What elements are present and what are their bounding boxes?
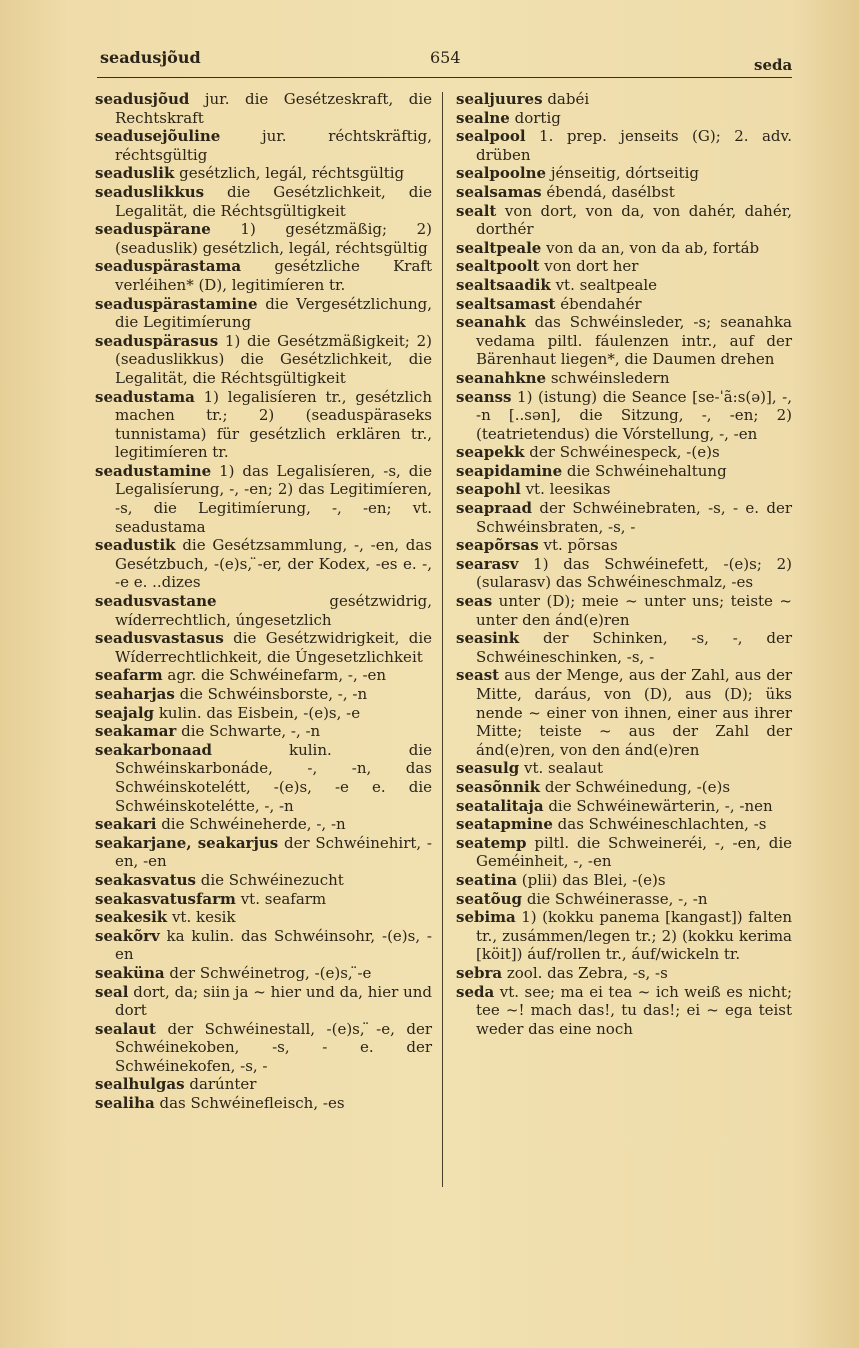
entry-definition: der Schwéinetrog, -(e)s, ̈-e: [164, 963, 372, 982]
entry-headword: seadustamine: [95, 461, 212, 480]
entry-definition: jur. réchtskräftig, réchtsgültig: [115, 127, 432, 164]
dictionary-entry: [456, 629, 792, 666]
entry-definition: ka kulin. das Schwéinsohr, -(e)s, -en: [115, 926, 432, 964]
entry-headword: seapõrsas: [456, 536, 539, 555]
dictionary-entry: [456, 666, 792, 759]
header-left-guide-word: seadusjõud: [100, 48, 201, 67]
entry-definition: piltl. die Schweineréi, -, -en, die Geméinheit, -, -en: [476, 833, 792, 871]
page-number: 654: [430, 48, 461, 67]
entry-definition: die Schwéinsborste, -, -n: [174, 685, 368, 703]
dictionary-entry: [95, 257, 432, 294]
entry-headword: seasulg: [456, 759, 520, 778]
entry-definition: darúnter: [184, 1075, 257, 1094]
entry-definition: kulin. die Schwéinskarbonáde, -, -n, das Schwéinskotelétt, -(e)s, -e e. die Schwéinskotelétte, -, -n: [115, 740, 432, 815]
entry-headword: sealpoolne: [456, 164, 547, 183]
entry-headword: seakari: [95, 815, 157, 834]
dictionary-entry: [95, 592, 432, 629]
entry-headword: seaduslik: [95, 164, 175, 183]
dictionary-entry: [456, 480, 792, 499]
dictionary-entry: [95, 685, 432, 704]
entry-headword: seda: [456, 982, 495, 1001]
dictionary-entry: [456, 369, 792, 388]
entry-headword: seas: [456, 592, 493, 611]
entry-headword: sebra: [456, 963, 503, 982]
entry-definition: die Schwéinerasse, -, -n: [522, 889, 708, 908]
dictionary-entry: [456, 592, 792, 629]
dictionary-entry: [456, 183, 792, 202]
dictionary-entry: [95, 183, 432, 220]
entry-definition: die Schwéineherde, -, -n: [156, 815, 346, 834]
entry-headword: seaduslikkus: [95, 182, 205, 201]
entry-headword: seajalg: [95, 703, 155, 722]
entry-headword: seaharjas: [95, 685, 175, 703]
entry-definition: 1) (kokku panema [kangast]) falten tr., zusámmen/legen tr.; 2) (kokku kerima [köit]) áuf/rollen tr., áuf/wickeln tr.: [476, 908, 792, 964]
header-right-guide-word: seda: [754, 56, 793, 74]
entry-headword: seal: [95, 982, 129, 1001]
dictionary-entry: [95, 295, 432, 332]
dictionary-entry: [95, 964, 432, 983]
entry-headword: seanahk: [456, 313, 526, 332]
entry-headword: seaduspärastamine: [95, 294, 258, 313]
entry-definition: ébendá, dasélbst: [541, 182, 675, 201]
dictionary-entry: [95, 629, 432, 666]
dictionary-entry: [95, 890, 432, 909]
entry-definition: vt. sealtpeale: [550, 275, 658, 294]
entry-definition: der Schwéinehirt, -en, -en: [115, 833, 433, 871]
dictionary-entry: [95, 722, 432, 741]
dictionary-entry: [456, 890, 792, 909]
entry-definition: jénseitig, dórtseitig: [546, 164, 699, 183]
entry-definition: agr. die Schwéinefarm, -, -en: [162, 666, 387, 685]
dictionary-entry: [95, 462, 432, 536]
entry-definition: der Schwéinestall, -(e)s, ̈-e, der Schwéinekoben, -s, - e. der Schwéinekofen, -s, -: [115, 1019, 432, 1075]
entry-definition: vt. seafarm: [235, 889, 327, 908]
entry-definition: 1. prep. jenseits (G); 2. adv. drüben: [476, 127, 792, 164]
header-rule: [97, 77, 792, 78]
entry-headword: sealtpeale: [456, 238, 542, 257]
entry-definition: die Schwéinewärterin, -, -nen: [543, 796, 773, 815]
entry-headword: seakõrv: [95, 926, 160, 945]
entry-definition: 1) die Gesétzmäßigkeit; 2) (seaduslikkus) die Gesétzlichkeit, die Legalität, die Réchtsgültigkeit: [115, 331, 432, 387]
dictionary-entry: [95, 983, 432, 1020]
entry-definition: der Schwéinebraten, -s, - e. der Schwéinsbraten, -s, -: [476, 499, 792, 536]
dictionary-entry: [456, 499, 792, 536]
entry-definition: kulin. das Eisbein, -(e)s, -e: [154, 703, 361, 722]
entry-headword: sealpool: [456, 127, 526, 146]
dictionary-entry: [456, 313, 792, 369]
entry-headword: sealaut: [95, 1019, 156, 1038]
dictionary-entry: [456, 164, 792, 183]
entry-headword: seafarm: [95, 666, 163, 685]
entry-headword: seatemp: [456, 833, 527, 852]
dictionary-entry: [95, 220, 432, 257]
entry-definition: 1) (istung) die Seance [se-ˈã:s(ə)], -, -n [..sən], die Sitzung, -, -en; 2) (teatrietendus) die Vórstellung, -, -en: [476, 387, 792, 443]
entry-headword: sealne: [456, 108, 510, 127]
entry-headword: seatõug: [456, 889, 523, 908]
dictionary-entry: [95, 388, 432, 462]
dictionary-entry: [456, 964, 792, 983]
entry-definition: von dort her: [539, 257, 639, 276]
entry-definition: dabéi: [542, 90, 590, 108]
entry-headword: seadusvastasus: [95, 629, 224, 648]
dictionary-entry: [456, 908, 792, 964]
entry-definition: das Schwéineschlachten, -s: [552, 815, 767, 834]
entry-definition: aus der Menge, aus der Zahl, aus der Mitte, daráus, von (D), aus (D); üks nende ~ einer von ihnen, einer aus ihrer Mitte; teiste ~ aus der Zahl der ánd(e)ren, von den ánd(e)ren: [476, 666, 792, 759]
entry-headword: seast: [456, 666, 500, 685]
entry-definition: zool. das Zebra, -s, -s: [502, 963, 668, 982]
dictionary-entry: [456, 443, 792, 462]
dictionary-entry: [456, 109, 792, 128]
entry-definition: schwéinsledern: [546, 368, 670, 387]
entry-headword: seatalitaja: [456, 796, 544, 815]
dictionary-entry: [456, 462, 792, 481]
dictionary-entry: [456, 276, 792, 295]
entry-headword: seakamar: [95, 722, 177, 741]
entry-headword: seapekk: [456, 443, 525, 462]
dictionary-entry: [456, 759, 792, 778]
dictionary-entry: [95, 127, 432, 164]
left-column: [95, 90, 432, 1113]
right-column: [456, 90, 792, 1038]
entry-definition: vt. see; ma ei tea ~ ich weiß es nicht; tee ~! mach das!, tu das!; ei ~ ega teist weder das eine noch: [476, 982, 792, 1038]
entry-definition: jur. die Gesétzeskraft, die Rechtskraft: [115, 90, 432, 127]
entry-headword: seaduspärastama: [95, 257, 242, 276]
entry-headword: sebima: [456, 908, 516, 927]
dictionary-entry: [456, 815, 792, 834]
entry-headword: seadustik: [95, 536, 176, 555]
dictionary-entry: [95, 536, 432, 592]
dictionary-entry: [456, 797, 792, 816]
entry-definition: ébendahér: [555, 294, 642, 313]
entry-headword: seanahkne: [456, 368, 547, 387]
dictionary-entry: [456, 871, 792, 890]
entry-headword: seapidamine: [456, 461, 563, 480]
entry-headword: seakarjane, seakarjus: [95, 833, 279, 852]
dictionary-entry: [456, 555, 792, 592]
entry-headword: sealsamas: [456, 182, 542, 201]
entry-definition: 1) das Schwéinefett, -(e)s; 2) (sularasv) das Schwéineschmalz, -es: [476, 554, 792, 592]
dictionary-entry: [95, 815, 432, 834]
dictionary-entry: [95, 927, 432, 964]
entry-definition: 1) legalisíeren tr., gesétzlich machen tr.; 2) (seaduspäraseks tunnistama) für gesétzlich erklären tr., legitimíeren tr.: [115, 387, 432, 462]
entry-headword: seapohl: [456, 480, 521, 499]
dictionary-entry: [95, 704, 432, 723]
entry-headword: sealt: [456, 201, 497, 220]
entry-headword: sealtsamast: [456, 294, 556, 313]
dictionary-entry: [456, 834, 792, 871]
entry-headword: seadusvastane: [95, 592, 217, 611]
dictionary-entry: [95, 834, 432, 871]
dictionary-entry: [456, 239, 792, 258]
entry-headword: sealtsaadik: [456, 275, 551, 294]
dictionary-entry: [95, 90, 432, 127]
dictionary-entry: [95, 1094, 432, 1113]
entry-definition: dortig: [509, 108, 561, 127]
entry-headword: seanss: [456, 387, 512, 406]
dictionary-entry: [456, 778, 792, 797]
entry-headword: seatapmine: [456, 815, 553, 834]
entry-definition: dort, da; siin ja ~ hier und da, hier und dort: [115, 982, 432, 1020]
dictionary-entry: [456, 536, 792, 555]
column-divider: [442, 92, 443, 1187]
entry-headword: seadusejõuline: [95, 127, 221, 146]
entry-definition: gesétzliche Kraft verléihen* (D), legitimíeren tr.: [115, 257, 432, 294]
dictionary-entry: [456, 295, 792, 314]
entry-headword: seaduspärasus: [95, 331, 219, 350]
entry-definition: von da an, von da ab, fortáb: [541, 238, 760, 257]
dictionary-entry: [456, 983, 792, 1039]
entry-headword: seaküna: [95, 963, 165, 982]
entry-headword: sealjuures: [456, 90, 543, 108]
dictionary-entry: [95, 332, 432, 388]
dictionary-entry: [456, 127, 792, 164]
dictionary-entry: [456, 90, 792, 109]
entry-headword: seatina: [456, 870, 517, 889]
entry-headword: seakesik: [95, 908, 168, 927]
entry-headword: seakarbonaad: [95, 740, 213, 759]
entry-definition: gesétzlich, legál, réchtsgültig: [174, 164, 405, 183]
entry-headword: sealtpoolt: [456, 257, 540, 276]
dictionary-entry: [456, 388, 792, 444]
entry-definition: die Vergesétzlichung, die Legitimíerung: [115, 294, 432, 332]
dictionary-entry: [95, 164, 432, 183]
dictionary-entry: [95, 1075, 432, 1094]
entry-definition: von dort, von da, von dahér, dahér, dorthér: [476, 201, 792, 239]
dictionary-entry: [95, 871, 432, 890]
entry-definition: der Schwéinedung, -(e)s: [540, 777, 731, 796]
entry-definition: der Schinken, -s, -, der Schwéineschinken, -s, -: [476, 629, 792, 666]
entry-headword: sealiha: [95, 1094, 155, 1113]
entry-headword: seakasvatus: [95, 870, 196, 889]
dictionary-entry: [95, 1020, 432, 1076]
entry-headword: seapraad: [456, 499, 533, 518]
entry-definition: 1) das Legalisíeren, -s, die Legalisíerung, -, -en; 2) das Legitimíeren, -s, die Legitimíerung, -, -en; vt. seadustama: [115, 461, 432, 536]
entry-definition: vt. sealaut: [519, 759, 604, 778]
entry-definition: vt. kesik: [167, 908, 236, 927]
entry-headword: seasõnnik: [456, 777, 541, 796]
entry-definition: der Schwéinespeck, -(e)s: [524, 443, 720, 462]
entry-definition: das Schwéinefleisch, -es: [154, 1094, 345, 1113]
entry-definition: die Gesétzwidrigkeit, die Wíderrechtlichkeit, die Úngesetzlichkeit: [115, 629, 432, 666]
entry-headword: seasink: [456, 629, 520, 648]
entry-definition: die Schwéinehaltung: [562, 461, 727, 480]
entry-definition: vt. leesikas: [520, 480, 611, 499]
dictionary-entry: [456, 202, 792, 239]
entry-definition: die Gesétzlichkeit, die Legalität, die Réchtsgültigkeit: [115, 182, 432, 220]
entry-headword: seakasvatusfarm: [95, 889, 236, 908]
entry-headword: searasv: [456, 554, 519, 573]
entry-definition: die Schwéinezucht: [195, 870, 344, 889]
entry-definition: (plii) das Blei, -(e)s: [516, 870, 666, 889]
entry-definition: die Gesétzsammlung, -, -en, das Gesétzbuch, -(e)s, ̈-er, der Kodex, -es e. -, -e e. ..dizes: [115, 536, 432, 592]
dictionary-entry: [95, 666, 432, 685]
dictionary-entry: [456, 257, 792, 276]
dictionary-entry: [95, 741, 432, 815]
entry-headword: sealhulgas: [95, 1075, 185, 1094]
entry-headword: seadusjõud: [95, 90, 190, 108]
entry-definition: gesétzwidrig, wíderrechtlich, úngesetzlich: [115, 592, 432, 629]
entry-definition: vt. põrsas: [538, 536, 618, 555]
entry-headword: seaduspärane: [95, 220, 211, 239]
entry-headword: seadustama: [95, 387, 195, 406]
dictionary-entry: [95, 908, 432, 927]
entry-definition: unter (D); meie ~ unter uns; teiste ~ unter den ánd(e)ren: [476, 592, 792, 629]
entry-definition: die Schwarte, -, -n: [176, 722, 321, 741]
entry-definition: 1) gesétzmäßig; 2) (seaduslik) gesétzlich, legál, réchtsgültig: [115, 220, 432, 257]
entry-definition: das Schwéinsleder, -s; seanahka vedama piltl. fáulenzen intr., auf der Bärenhaut liegen*, die Daumen drehen: [476, 313, 792, 369]
